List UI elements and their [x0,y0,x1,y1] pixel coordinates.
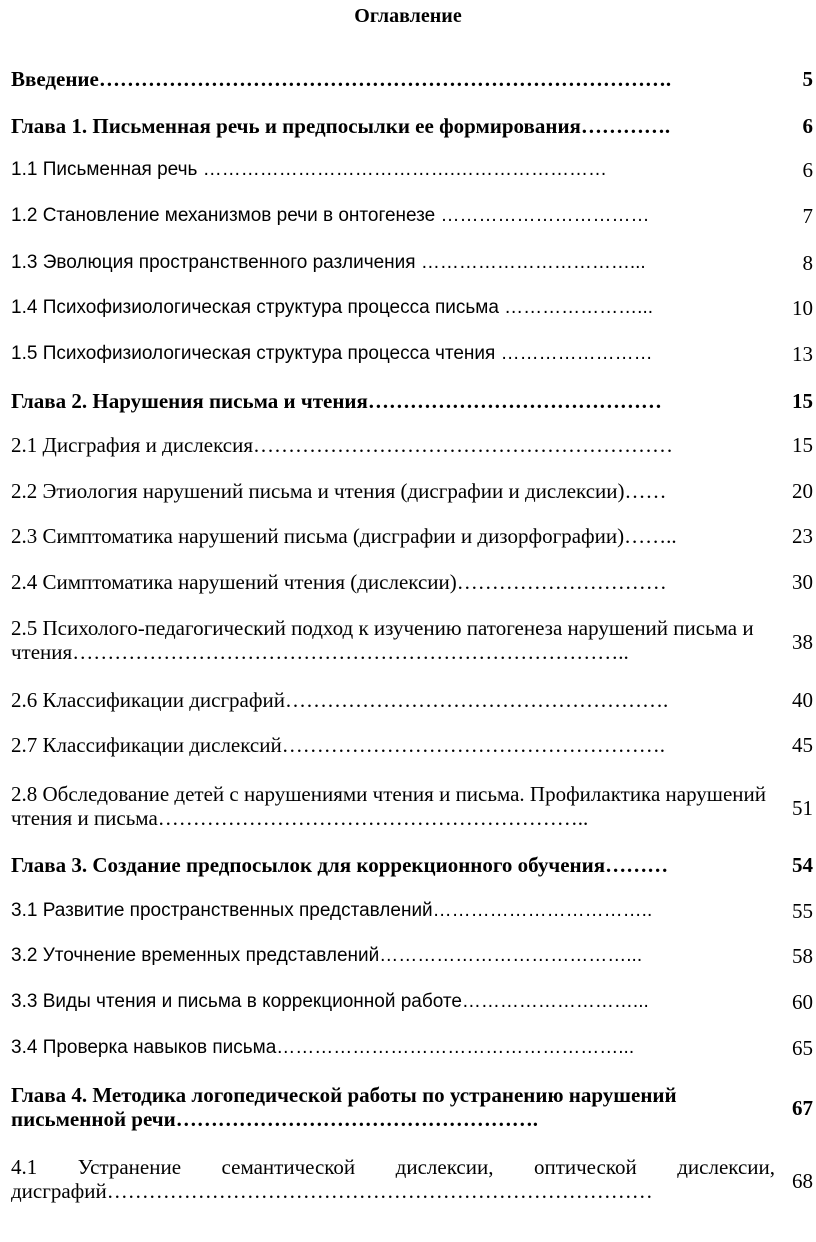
page-number: 6 [802,114,813,138]
toc-entry-3-1[interactable] [11,899,815,925]
toc-entry-2-7[interactable] [11,733,815,759]
entry-title: Глава 4. Методика логопедической работы по устранению нарушений письменной речи……………………………………………. [11,1083,677,1131]
page-title: Оглавление [354,5,462,27]
toc-entry-2-1[interactable] [11,433,815,459]
entry-title: 2.6 Классификации дисграфий………………………………………………. [11,688,669,712]
page-number: 13 [792,342,813,366]
toc-entry-2-8[interactable] [11,782,815,834]
entry-title: 2.5 Психолого-педагогический подход к изучению патогенеза нарушений письма и чтения…………………………………………………………………….. [11,616,754,664]
page-number: 60 [792,990,813,1014]
page-number: 8 [802,251,813,275]
page-number: 67 [792,1096,813,1120]
toc-entry-introduction[interactable] [11,67,815,93]
toc-entry-chapter-4[interactable] [11,1083,815,1135]
toc-entry-1-4[interactable] [11,296,815,322]
toc-entry-chapter-1[interactable] [11,114,815,140]
page-number: 20 [792,479,813,503]
toc-entry-2-4[interactable] [11,570,815,596]
entry-title: Введение………………………………………………………………………. [11,67,672,91]
page-number: 45 [792,733,813,757]
entry-title: 1.1 Письменная речь ………………………………….…………………… [11,159,607,180]
page-number: 51 [792,796,813,820]
page-number: 58 [792,944,813,968]
toc-entry-1-5[interactable] [11,342,815,368]
entry-title: Глава 2. Нарушения письма и чтения…………………………………… [11,389,662,413]
page-number: 30 [792,570,813,594]
page-number: 6 [802,158,813,182]
entry-title: Глава 3. Создание предпосылок для коррекционного обучения……… [11,853,669,877]
page-number: 54 [792,853,813,877]
toc-entry-2-5[interactable] [11,616,815,668]
page-number: 40 [792,688,813,712]
toc-entry-chapter-3[interactable] [11,853,815,879]
toc-entry-4-1[interactable] [11,1155,815,1207]
entry-title: 2.7 Классификации дислексий………………………………………………. [11,733,665,757]
entry-title: 1.5 Психофизиологическая структура процесса чтения …………………… [11,343,653,364]
entry-title: Глава 1. Письменная речь и предпосылки ее формирования…………. [11,114,671,138]
entry-title: 1.4 Психофизиологическая структура процесса письма …………………... [11,297,654,318]
toc-entry-2-3[interactable] [11,524,815,550]
toc-entry-3-2[interactable] [11,944,815,970]
page-number: 10 [792,296,813,320]
entry-title: 3.4 Проверка навыков письма………………………………………………... [11,1037,635,1058]
toc-entry-2-2[interactable] [11,479,815,505]
page-number: 23 [792,524,813,548]
page-number: 15 [792,389,813,413]
toc-entry-1-3[interactable] [11,251,815,277]
page-number: 65 [792,1036,813,1060]
entry-title: 2.3 Симптоматика нарушений письма (дисграфии и дизорфографии)…….. [11,524,677,548]
entry-title: 3.2 Уточнение временных представлений…………………………………... [11,945,643,966]
entry-title: 3.3 Виды чтения и письма в коррекционной работе………………………... [11,991,649,1012]
page-number: 55 [792,899,813,923]
entry-title: 2.8 Обследование детей с нарушениями чтения и письма. Профилактика нарушений чтения и письма…………………………………………………….. [11,782,767,830]
entry-title: 1.3 Эволюция пространственного различения ……………………………... [11,252,646,273]
page-number: 68 [792,1169,813,1193]
toc-entry-1-2[interactable] [11,204,815,230]
toc-entry-chapter-2[interactable] [11,389,815,415]
entry-title: 4.1 Устранение семантической дислексии, оптической дислексии, дисграфий…………………………………………………………………… [11,1155,775,1203]
toc-entry-1-1[interactable] [11,158,815,184]
toc-entry-3-4[interactable] [11,1036,815,1062]
entry-title: 2.1 Дисграфия и дислексия…………………………………………………… [11,433,674,457]
entry-title: 2.2 Этиология нарушений письма и чтения (дисграфии и дислексии)…… [11,479,667,503]
toc-entry-2-6[interactable] [11,688,815,714]
page-number: 7 [802,204,813,228]
entry-title: 1.2 Становление механизмов речи в онтогенезе …………………………… [11,205,650,226]
toc-entry-3-3[interactable] [11,990,815,1016]
page-number: 15 [792,433,813,457]
entry-title: 2.4 Симптоматика нарушений чтения (дислексии)………………………… [11,570,667,594]
entry-title: 3.1 Развитие пространственных представлений…………………………….. [11,900,653,921]
page-number: 5 [802,67,813,91]
page-number: 38 [792,630,813,654]
